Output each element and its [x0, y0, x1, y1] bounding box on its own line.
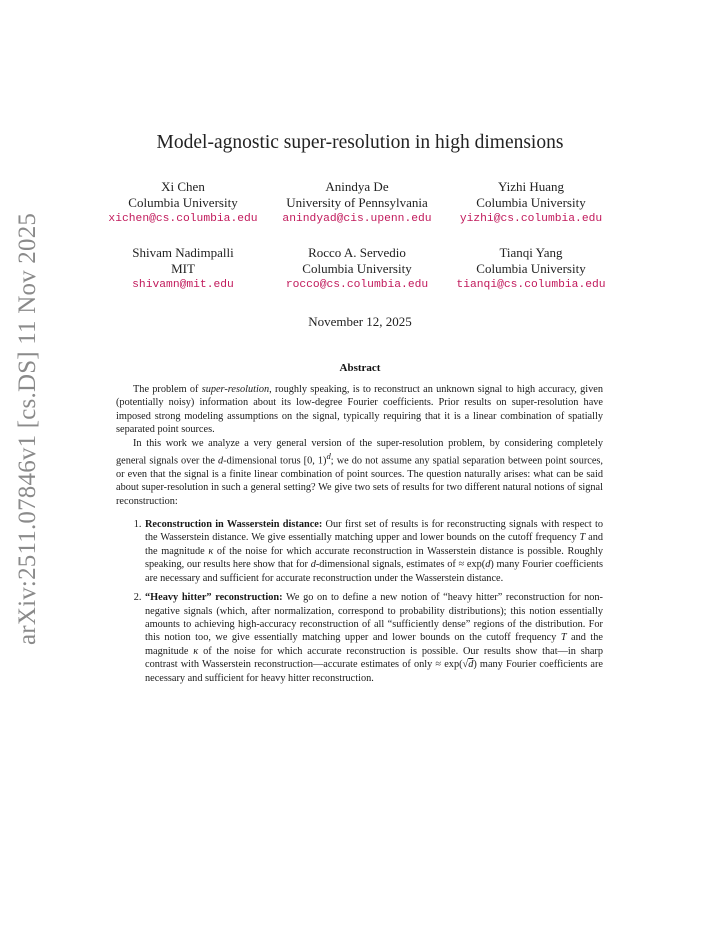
- author-affiliation: MIT: [171, 261, 195, 276]
- math-superscript: d: [326, 451, 331, 462]
- emphasis-text: super-resolution: [201, 384, 270, 395]
- author-name: Shivam Nadimpalli: [132, 245, 234, 260]
- author-email-link[interactable]: rocco@cs.columbia.edu: [285, 279, 429, 291]
- author-affiliation: Columbia University: [128, 195, 238, 210]
- abstract-body: [116, 383, 603, 691]
- arxiv-identifier: arXiv:2511.07846v1 [cs.DS] 11 Nov 2025: [14, 212, 41, 645]
- author-name: Anindya De: [325, 179, 389, 194]
- math-variable: T: [579, 532, 586, 544]
- list-item: [144, 518, 603, 585]
- abstract-paragraph: [116, 437, 603, 508]
- author-affiliation: Columbia University: [476, 195, 586, 210]
- author-row: [0, 245, 720, 311]
- text-run: -dimensional torus [0, 1): [223, 455, 327, 467]
- author-block: [0, 179, 720, 311]
- math-variable: d: [468, 659, 474, 671]
- author-affiliation: Columbia University: [476, 261, 586, 276]
- text-run: ) many Fourier coefficients are necessary and sufficient for heavy hitter reconstruction.: [145, 659, 603, 684]
- math-variable: T: [560, 632, 567, 644]
- author-anindya-de: [257, 179, 457, 227]
- author-row: [0, 179, 720, 245]
- text-run: and the magnitude: [145, 632, 603, 657]
- author-shivam-nadimpalli: [83, 245, 283, 293]
- text-run: We go on to define a new notion of “heavy hitter” reconstruction for non-negative signals (which, after normalization, correspond to probability distributions); this notion essentially amounts to achieving high-accuracy reconstruction of all “sufficiently dense” regions of the distribution. For this notion too, we give essentially matching upper and lower bounds on the cutoff frequency: [145, 592, 603, 644]
- math-variable: d: [218, 455, 224, 467]
- abstract-paragraph: [116, 383, 603, 437]
- author-xi-chen: [83, 179, 283, 227]
- list-item-heading: Reconstruction in Wasserstein distance:: [145, 519, 323, 531]
- paper-title: Model-agnostic super-resolution in high dimensions: [156, 132, 564, 153]
- author-email-link[interactable]: tianqi@cs.columbia.edu: [456, 279, 606, 291]
- text-run: The problem of: [133, 384, 202, 395]
- author-rocco-servedio: [257, 245, 457, 293]
- author-email-link[interactable]: shivamn@mit.edu: [132, 279, 234, 291]
- math-variable: d: [310, 559, 316, 571]
- abstract-heading: Abstract: [339, 362, 381, 374]
- math-variable: κ: [193, 645, 199, 657]
- results-list: [116, 518, 603, 685]
- author-affiliation: University of Pennsylvania: [286, 195, 428, 210]
- publication-date: November 12, 2025: [308, 314, 412, 329]
- text-run: of the noise for which accurate reconstruction is possible. Our results show that—in sharp contrast with Wasserstein reconstruction—accurate estimates of only ≈ exp(√: [145, 645, 603, 671]
- math-variable: d: [485, 559, 491, 571]
- author-name: Tianqi Yang: [499, 245, 563, 260]
- author-email-link[interactable]: anindyad@cis.upenn.edu: [282, 213, 432, 225]
- text-run: In this work we analyze a very general version of the super-resolution problem, by considering completely general signals over the: [116, 437, 603, 467]
- author-name: Yizhi Huang: [497, 179, 565, 194]
- text-run: Our first set of results is for reconstructing signals with respect to the Wasserstein distance. We give essentially matching upper and lower bounds on the cutoff frequency: [145, 519, 603, 544]
- text-run: and the magnitude: [145, 532, 603, 557]
- author-name: Rocco A. Servedio: [308, 245, 406, 260]
- text-run: ) many Fourier coefficients are necessary and sufficient for accurate reconstruction under the Wasserstein distance.: [145, 559, 603, 584]
- author-tianqi-yang: [431, 245, 631, 293]
- author-affiliation: Columbia University: [302, 261, 412, 276]
- list-item-heading: “Heavy hitter” reconstruction:: [145, 592, 283, 604]
- text-run: -dimensional signals, estimates of ≈ exp(: [315, 559, 486, 571]
- list-item: [144, 591, 603, 685]
- text-run: ; we do not assume any spatial separation between point sources, or even that the signal is a finite linear combination of point sources. The question naturally arises: what can be said about super-resolution in such a general setting? We give two sets of results for two different natural notions of signal reconstruction:: [116, 455, 603, 507]
- math-variable: κ: [208, 545, 214, 557]
- author-email-link[interactable]: xichen@cs.columbia.edu: [108, 213, 258, 225]
- text-run: , roughly speaking, is to reconstruct an unknown signal to high accuracy, given (potentially noisy) information about its low-degree Fourier coefficients. Prior results on super-resolution have imposed strong modeling assumptions on the signal, typically requiring that it is a linear combination of spatially separated point sources.: [116, 384, 604, 436]
- author-yizhi-huang: [431, 179, 631, 227]
- text-run: of the noise for which accurate reconstruction in Wasserstein distance is possible. Roughly speaking, our results here show that for: [145, 545, 603, 571]
- author-name: Xi Chen: [161, 179, 205, 194]
- author-email-link[interactable]: yizhi@cs.columbia.edu: [459, 213, 603, 225]
